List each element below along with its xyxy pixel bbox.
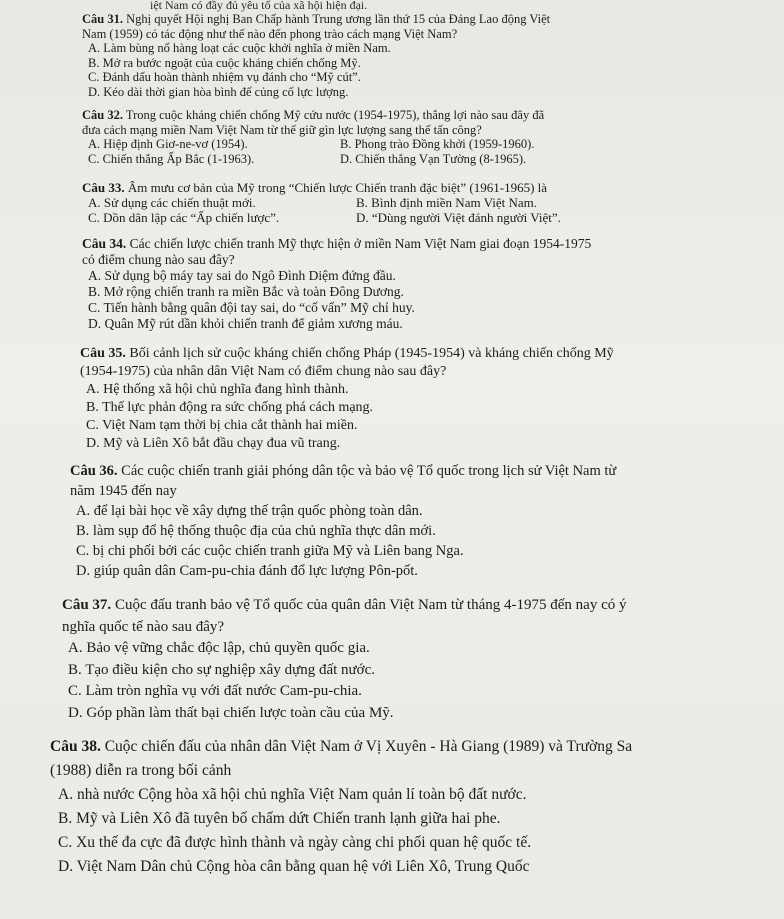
options-row-ab	[82, 195, 561, 210]
question-text: Cuộc chiến đấu của nhân dân Việt Nam ở Vị Xuyên - Hà Giang (1989) và Trường Sa	[104, 738, 633, 755]
question-number: Câu 36.	[70, 463, 118, 479]
question-text: Bối cảnh lịch sử cuộc kháng chiến chống Pháp (1945-1954) và kháng chiến chống Mỹ	[129, 346, 614, 361]
question-38-stem	[50, 735, 632, 759]
option-c: C. Xu thế đa cực đã được hình thành và ngày càng chi phối quan hệ quốc tế.	[58, 834, 532, 851]
question-35	[80, 345, 614, 453]
option-d: D. Chiến thắng Vạn Tường (8-1965).	[340, 151, 527, 166]
option-b: B. Tạo điều kiện cho sự nghiệp xây dựng đất nước.	[68, 661, 375, 678]
top-fragment: iệt Nam có đầy đủ yêu tố của xã hội hiện đại.	[150, 0, 368, 12]
question-number: Câu 33.	[82, 180, 125, 195]
option-d: D. “Dùng người Việt đánh người Việt”.	[356, 210, 561, 225]
option-c: C. Tiến hành bằng quân đội tay sai, do “cố vấn” Mỹ chỉ huy.	[88, 300, 415, 315]
question-34-stem-cont: có điểm chung nào sau đây?	[82, 252, 235, 267]
option-b: B. Mỹ và Liên Xô đã tuyên bố chấm dứt Chiến tranh lạnh giữa hai phe.	[58, 810, 501, 827]
question-31-stem	[82, 12, 550, 27]
question-33-stem	[82, 180, 561, 195]
options-row-cd	[82, 210, 561, 225]
question-32-stem-cont: đưa cách mạng miền Nam Việt Nam từ thế giữ gìn lực lượng sang thế tấn công?	[82, 122, 482, 137]
question-32	[82, 108, 544, 166]
option-b: B. Bình định miền Nam Việt Nam.	[356, 195, 537, 210]
option-a: A. Sử dụng bộ máy tay sai do Ngô Đình Diệm đứng đầu.	[88, 268, 396, 283]
question-text: Âm mưu cơ bản của Mỹ trong “Chiến lược Chiến tranh đặc biệt” (1961-1965) là	[127, 180, 548, 195]
question-38-stem-cont: (1988) diễn ra trong bối cảnh	[50, 762, 232, 779]
question-number: Câu 35.	[80, 346, 126, 361]
option-a: A. Bảo vệ vững chắc độc lập, chủ quyền quốc gia.	[68, 640, 370, 656]
option-d: D. Quân Mỹ rút dần khỏi chiến tranh để giảm xương máu.	[88, 316, 403, 331]
option-c: C. Dồn dân lập các “Ấp chiến lược”.	[88, 210, 280, 225]
question-37	[62, 595, 626, 724]
option-b: B. Mở ra bước ngoặt của cuộc kháng chiến chống Mỹ.	[88, 55, 361, 70]
question-34-stem	[82, 236, 591, 252]
option-a: A. Hệ thống xã hội chủ nghĩa đang hình thành.	[86, 382, 349, 397]
option-d: D. Góp phần làm thất bại chiến lược toàn cầu của Mỹ.	[68, 704, 394, 721]
question-37-stem	[62, 595, 626, 617]
option-b: B. làm sụp đổ hệ thống thuộc địa của chủ nghĩa thực dân mới.	[76, 523, 436, 539]
option-b: B. Thế lực phản động ra sức chống phá cách mạng.	[86, 400, 374, 415]
option-c: C. Chiến thắng Ấp Bắc (1-1963).	[88, 151, 255, 166]
question-number: Câu 38.	[50, 738, 101, 755]
option-d: D. Mỹ và Liên Xô bắt đầu chạy đua vũ trang.	[86, 436, 341, 451]
options-row-ab	[82, 137, 544, 152]
question-34	[82, 236, 591, 332]
option-a: A. Làm bùng nổ hàng loạt các cuộc khởi nghĩa ở miền Nam.	[88, 41, 391, 55]
option-b: B. Mở rộng chiến tranh ra miền Bắc và toàn Đông Dương.	[88, 284, 404, 299]
option-b: B. Phong trào Đồng khởi (1959-1960).	[340, 137, 535, 151]
option-a: A. nhà nước Cộng hòa xã hội chủ nghĩa Việt Nam quản lí toàn bộ đất nước.	[58, 786, 527, 803]
question-text: Cuộc đấu tranh bảo vệ Tổ quốc của quân dân Việt Nam từ tháng 4-1975 đến nay có ý	[114, 597, 627, 613]
question-text: Nghị quyết Hội nghị Ban Chấp hành Trung ương lần thứ 15 của Đảng Lao động Việt	[126, 12, 551, 26]
question-text: Các cuộc chiến tranh giải phóng dân tộc và bảo vệ Tổ quốc trong lịch sử Việt Nam từ	[121, 463, 617, 479]
question-32-stem	[82, 108, 544, 123]
options-row-cd	[82, 152, 544, 167]
question-35-stem-cont: (1954-1975) của nhân dân Việt Nam có điểm chung nào sau đây?	[80, 364, 447, 379]
option-d: D. giúp quân dân Cam-pu-chia đánh đổ lực lượng Pôn-pốt.	[76, 563, 418, 579]
question-31-stem-cont: Nam (1959) có tác động như thế nào đến phong trào cách mạng Việt Nam?	[82, 26, 458, 41]
question-text: Trong cuộc kháng chiến chống Mỹ cứu nước (1954-1975), thắng lợi nào sau đây đã	[125, 108, 545, 122]
question-number: Câu 34.	[82, 236, 127, 251]
question-33	[82, 180, 561, 225]
question-31	[82, 12, 550, 99]
question-number: Câu 31.	[82, 12, 123, 26]
question-36	[70, 461, 616, 581]
option-d: D. Kéo dài thời gian hòa bình để củng cố lực lượng.	[88, 84, 349, 99]
question-text: Các chiến lược chiến tranh Mỹ thực hiện ở miền Nam Việt Nam giai đoạn 1954-1975	[129, 236, 592, 251]
option-a: A. Hiệp định Giơ-ne-vơ (1954).	[88, 137, 248, 151]
question-38	[50, 735, 632, 879]
option-c: C. Đánh dấu hoàn thành nhiệm vụ đánh cho “Mỹ cút”.	[88, 70, 361, 84]
option-d: D. Việt Nam Dân chủ Cộng hòa cân bằng quan hệ với Liên Xô, Trung Quốc	[58, 858, 530, 875]
question-37-stem-cont: nghĩa quốc tế nào sau đây?	[62, 618, 225, 635]
option-c: C. bị chi phối bởi các cuộc chiến tranh giữa Mỹ và Liên bang Nga.	[76, 543, 464, 559]
option-a: A. Sử dụng các chiến thuật mới.	[88, 195, 256, 210]
option-a: A. để lại bài học về xây dựng thế trận quốc phòng toàn dân.	[76, 503, 423, 519]
question-number: Câu 37.	[62, 597, 112, 613]
option-c: C. Làm tròn nghĩa vụ với đất nước Cam-pu-chia.	[68, 683, 362, 699]
question-36-stem-cont: năm 1945 đến nay	[70, 483, 177, 499]
option-c: C. Việt Nam tạm thời bị chia cắt thành hai miền.	[86, 418, 358, 433]
question-36-stem	[70, 461, 616, 481]
question-35-stem	[80, 345, 614, 363]
question-number: Câu 32.	[82, 108, 123, 122]
